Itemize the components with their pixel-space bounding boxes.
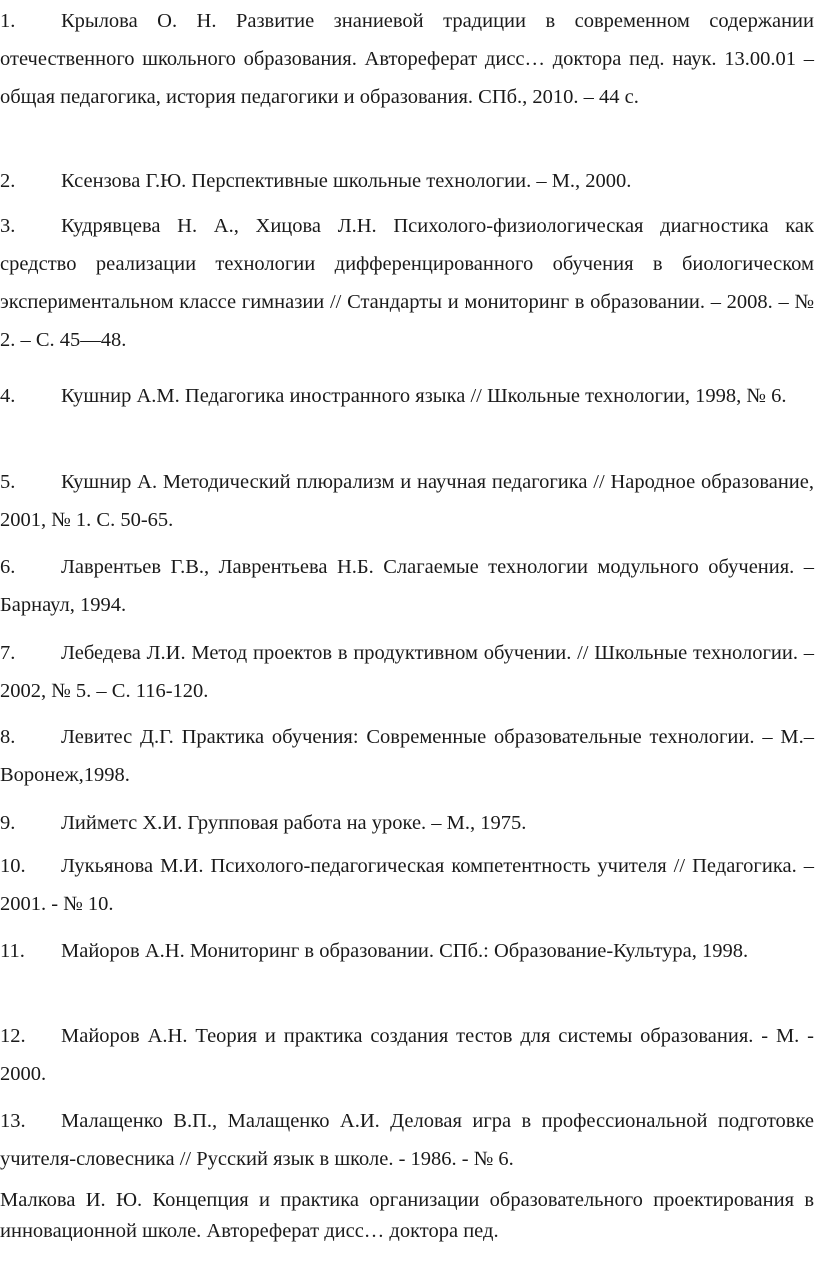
reference-text: Ксензова Г.Ю. Перспективные школьные технологии. – М., 2000.: [61, 170, 632, 192]
reference-number: 12.: [0, 1025, 26, 1047]
reference-number: 1.: [0, 10, 16, 32]
reference-item: [0, 2, 814, 116]
reference-item: [0, 804, 814, 842]
reference-number: 11.: [0, 940, 25, 962]
reference-number: 3.: [0, 215, 16, 237]
trailing-paragraph: Малкова И. Ю. Концепция и практика организации образовательного проектирования в инновационной школе. Автореферат дисс… доктора пед.: [0, 1189, 814, 1242]
reference-item: [0, 1102, 814, 1178]
reference-text: Кудрявцева Н. А., Хицова Л.Н. Психолого-физиологическая диагностика как средство реализации технологии дифференцированного обучения в биологическом экспериментальном классе гимназии // Стандарты и мониторинг в образовании. – 2008. – № 2. – С. 45—48.: [0, 215, 814, 351]
reference-number: 13.: [0, 1110, 26, 1132]
reference-text: Малащенко В.П., Малащенко А.И. Деловая игра в профессиональной подготовке учителя-словесника // Русский язык в школе. - 1986. - № 6.: [0, 1110, 814, 1170]
reference-item: [0, 207, 814, 359]
reference-number: 8.: [0, 726, 16, 748]
reference-number: 6.: [0, 556, 16, 578]
reference-text: Лийметс Х.И. Групповая работа на уроке. – М., 1975.: [61, 812, 527, 834]
reference-item: [0, 162, 814, 200]
reference-item: [0, 932, 814, 970]
reference-number: 5.: [0, 471, 16, 493]
reference-item: [0, 548, 814, 624]
reference-text: Кушнир А.М. Педагогика иностранного языка // Школьные технологии, 1998, № 6.: [61, 385, 787, 407]
reference-item: [0, 847, 814, 923]
reference-text: Кушнир А. Методический плюрализм и научная педагогика // Народное образование, 2001, № 1. С. 50-65.: [0, 471, 814, 531]
reference-text: Майоров А.Н. Мониторинг в образовании. СПб.: Образование-Культура, 1998.: [61, 940, 749, 962]
reference-number: 10.: [0, 855, 26, 877]
reference-item: [0, 377, 814, 415]
reference-item: [0, 463, 814, 539]
reference-text: Крылова О. Н. Развитие знаниевой традиции в современном содержании отечественного школьного образования. Автореферат дисс… доктора пед. наук. 13.00.01 – общая педагогика, история педагогики и образования. СПб., 2010. – 44 с.: [0, 10, 814, 108]
reference-number: 9.: [0, 812, 16, 834]
reference-item: [0, 718, 814, 794]
reference-text: Лаврентьев Г.В., Лаврентьева Н.Б. Слагаемые технологии модульного обучения. – Барнаул, 1994.: [0, 556, 814, 616]
reference-text: Лебедева Л.И. Метод проектов в продуктивном обучении. // Школьные технологии. – 2002, № 5. – С. 116-120.: [0, 642, 814, 702]
reference-item: [0, 1017, 814, 1093]
reference-item: [0, 634, 814, 710]
reference-number: 7.: [0, 642, 16, 664]
reference-number: 4.: [0, 385, 16, 407]
reference-text: Лукьянова М.И. Психолого-педагогическая компетентность учителя // Педагогика. – 2001. - № 10.: [0, 855, 814, 915]
reference-number: 2.: [0, 170, 16, 192]
reference-text: Левитес Д.Г. Практика обучения: Современные образовательные технологии. – М.– Воронеж,1998.: [0, 726, 814, 786]
reference-text: Майоров А.Н. Теория и практика создания тестов для системы образования. - М. - 2000.: [0, 1025, 814, 1085]
